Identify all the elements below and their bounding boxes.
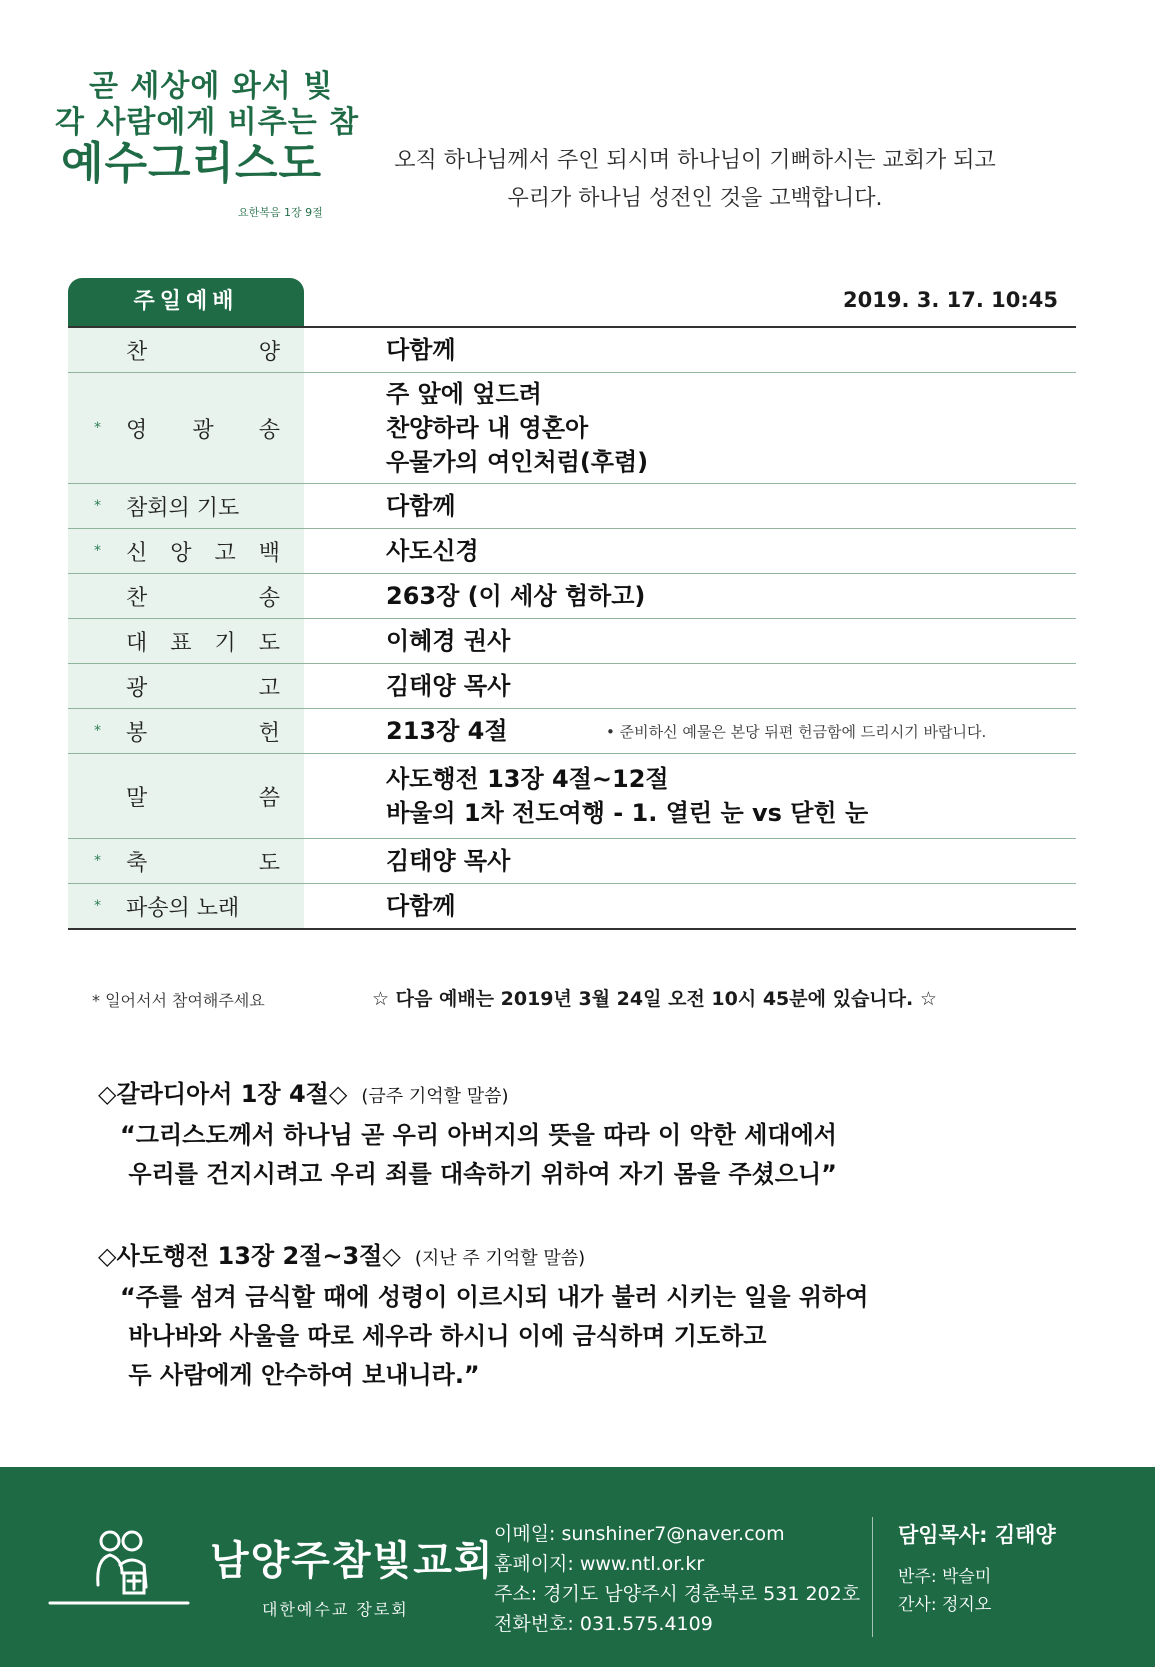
order-value xyxy=(386,333,456,367)
address-text: 주소: 경기도 남양주시 경춘북로 531 202호 xyxy=(494,1583,861,1605)
order-label-part: 고 xyxy=(258,675,280,701)
verse-ref: ◇갈라디아서 1장 4절◇ xyxy=(98,1080,348,1108)
order-label-cell xyxy=(68,484,304,528)
logo-reference: 요한복음 1장 9절 xyxy=(238,206,323,219)
standing-marker: * xyxy=(94,543,101,559)
order-value xyxy=(386,624,510,658)
staff-info xyxy=(898,1519,1056,1619)
order-label xyxy=(126,581,280,612)
standing-marker: * xyxy=(94,420,101,436)
verse-text-current xyxy=(120,1116,837,1194)
order-row xyxy=(68,754,1076,839)
order-value-line: 이혜경 권사 xyxy=(386,627,511,655)
verse-text-last-week xyxy=(120,1278,868,1395)
order-value-line: 김태양 목사 xyxy=(386,672,511,700)
order-label xyxy=(126,626,280,657)
order-label xyxy=(126,413,280,444)
order-row xyxy=(68,619,1076,664)
order-row xyxy=(68,884,1076,930)
order-label-part: 영 xyxy=(126,417,148,443)
order-label-cell xyxy=(68,754,304,838)
motto-line-1: 오직 하나님께서 주인 되시며 하나님이 기뻐하시는 교회가 되고 xyxy=(394,148,996,173)
email-text: 이메일: sunshiner7@naver.com xyxy=(494,1523,785,1545)
order-label-part: 고 xyxy=(214,540,236,566)
order-row xyxy=(68,484,1076,529)
order-label-part: 헌 xyxy=(258,720,280,746)
order-label-part: 송 xyxy=(258,417,280,443)
order-label-cell xyxy=(68,529,304,573)
order-label-cell xyxy=(68,884,304,928)
order-label-part: 찬 xyxy=(126,339,148,365)
order-label xyxy=(126,781,280,812)
order-value-line: 찬양하라 내 영혼아 xyxy=(386,414,589,442)
footer xyxy=(0,1467,1155,1667)
pastor-text: 담임목사: 김태양 xyxy=(898,1523,1056,1547)
order-label-part: 참회의 기도 xyxy=(126,495,240,521)
order-value xyxy=(386,377,648,479)
order-label-cell xyxy=(68,709,304,753)
order-value xyxy=(386,669,510,703)
order-value-line: 263장 (이 세상 험하고) xyxy=(386,582,646,610)
order-label-part: 찬 xyxy=(126,585,148,611)
verse-line: 바나바와 사울을 따로 세우라 하시니 이에 금식하며 기도하고 xyxy=(120,1322,767,1350)
order-row xyxy=(68,529,1076,574)
order-label-part: 백 xyxy=(258,540,280,566)
logo-line-1: 곧 세상에 와서 빛 xyxy=(89,69,334,104)
order-label-part: 도 xyxy=(258,630,280,656)
church-motto xyxy=(340,142,1050,218)
church-logo-icon xyxy=(42,1525,192,1615)
order-value xyxy=(386,534,479,568)
order-value-line: 213장 4절 xyxy=(386,717,508,745)
verse-reference-current xyxy=(98,1074,509,1109)
order-label-part: 파송의 노래 xyxy=(126,895,240,921)
verse-sub: (지난 주 기억할 말씀) xyxy=(414,1248,586,1269)
phone-text: 전화번호: 031.575.4109 xyxy=(494,1613,713,1635)
standing-marker: * xyxy=(94,898,101,914)
order-label-cell xyxy=(68,328,304,372)
order-label-part: 기 xyxy=(214,630,236,656)
order-label-part: 도 xyxy=(258,850,280,876)
order-value-line: 우물가의 여인처럼(후렴) xyxy=(386,448,649,476)
order-label-cell xyxy=(68,373,304,483)
order-value-line: 사도행전 13장 4절~12절 xyxy=(386,765,669,793)
order-value xyxy=(386,762,868,830)
homepage-text: 홈페이지: www.ntl.or.kr xyxy=(494,1553,705,1575)
order-label-part: 신 xyxy=(126,540,148,566)
order-label xyxy=(126,891,280,922)
order-label-cell xyxy=(68,839,304,883)
order-label-part: 봉 xyxy=(126,720,148,746)
order-label-part: 송 xyxy=(258,585,280,611)
order-value xyxy=(386,889,456,923)
order-value-line: 바울의 1차 전도여행 - 1. 열린 눈 vs 닫힌 눈 xyxy=(386,799,869,827)
order-label xyxy=(126,491,280,522)
order-value xyxy=(386,489,456,523)
verse-sub: (금주 기억할 말씀) xyxy=(361,1086,509,1107)
order-label xyxy=(126,536,280,567)
verse-line: 두 사람에게 안수하여 보내니라.” xyxy=(120,1361,480,1389)
verse-ref: ◇사도행전 13장 2절~3절◇ xyxy=(98,1242,401,1270)
header-logo xyxy=(55,69,360,219)
offering-note: • 준비하신 예물은 본당 뒤편 헌금함에 드리시기 바랍니다. xyxy=(606,722,987,741)
order-label-part: 광 xyxy=(192,417,214,443)
order-row xyxy=(68,328,1076,373)
order-label-part: 씀 xyxy=(258,785,280,811)
contact-info xyxy=(494,1519,860,1639)
service-date: 2019. 3. 17. 10:45 xyxy=(843,288,1058,312)
denomination: 대한예수교 장로회 xyxy=(262,1600,409,1619)
order-label-cell xyxy=(68,574,304,618)
order-row xyxy=(68,839,1076,884)
standing-marker: * xyxy=(94,723,101,739)
logo-line-3: 예수그리스도 xyxy=(61,138,323,189)
order-label xyxy=(126,671,280,702)
standing-footnote: * 일어서서 참여해주세요 xyxy=(92,991,265,1010)
order-label-part: 축 xyxy=(126,850,148,876)
service-tab: 주일예배 xyxy=(68,278,304,326)
order-label-part: 말 xyxy=(126,785,148,811)
standing-marker: * xyxy=(94,498,101,514)
order-value-line: 사도신경 xyxy=(386,537,479,565)
verse-line: “그리스도께서 하나님 곧 우리 아버지의 뜻을 따라 이 악한 세대에서 xyxy=(120,1121,837,1149)
order-value xyxy=(386,844,510,878)
order-label xyxy=(126,335,280,366)
order-of-worship xyxy=(68,328,1076,930)
secretary-text: 간사: 정지오 xyxy=(898,1595,992,1615)
church-name: 남양주참빛교회 xyxy=(210,1537,495,1584)
order-value-line: 다함께 xyxy=(386,492,456,520)
order-value-line: 다함께 xyxy=(386,892,456,920)
verse-line: 우리를 건지시려고 우리 죄를 대속하기 위하여 자기 몸을 주셨으니” xyxy=(120,1160,837,1188)
order-row xyxy=(68,373,1076,484)
order-value-line: 김태양 목사 xyxy=(386,847,511,875)
accompanist-text: 반주: 박슬미 xyxy=(898,1567,992,1587)
order-label-cell xyxy=(68,664,304,708)
order-label-part: 앙 xyxy=(170,540,192,566)
order-label-part: 표 xyxy=(170,630,192,656)
logo-line-2: 각 사람에게 비추는 참 xyxy=(55,105,360,140)
verse-line: “주를 섬겨 금식할 때에 성령이 이르시되 내가 불러 시키는 일을 위하여 xyxy=(120,1283,869,1311)
order-value-line: 주 앞에 엎드려 xyxy=(386,380,542,408)
footer-divider xyxy=(872,1517,873,1637)
standing-marker: * xyxy=(94,853,101,869)
order-label-part: 광 xyxy=(126,675,148,701)
order-row xyxy=(68,664,1076,709)
order-value xyxy=(386,714,508,748)
order-value-line: 다함께 xyxy=(386,336,456,364)
order-row xyxy=(68,709,1076,754)
order-value xyxy=(386,579,645,613)
order-row xyxy=(68,574,1076,619)
order-label xyxy=(126,846,280,877)
order-label xyxy=(126,716,280,747)
next-service-notice: ☆ 다음 예배는 2019년 3월 24일 오전 10시 45분에 있습니다. ☆ xyxy=(372,988,937,1010)
motto-line-2: 우리가 하나님 성전인 것을 고백합니다. xyxy=(507,186,883,211)
order-label-part: 대 xyxy=(126,630,148,656)
order-label-part: 양 xyxy=(258,339,280,365)
verse-reference-last-week xyxy=(98,1236,585,1271)
order-label-cell xyxy=(68,619,304,663)
